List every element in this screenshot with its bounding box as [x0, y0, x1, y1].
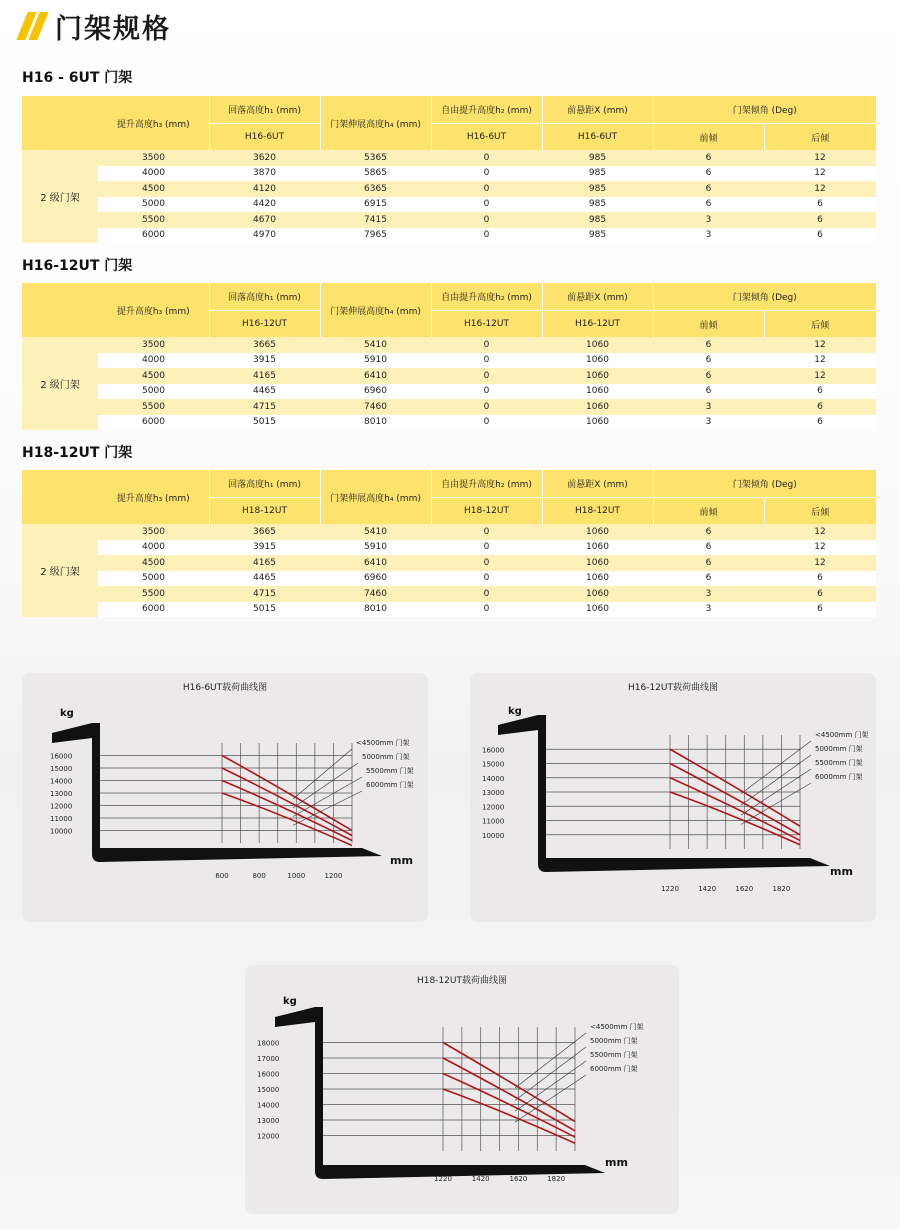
header-lift-height: 提升高度h₃ (mm) [98, 470, 209, 524]
load-curve [670, 792, 800, 845]
table-cell: 5865 [320, 166, 431, 182]
fork-axis-shape [498, 715, 830, 872]
y-tick-label: 14000 [50, 777, 73, 786]
y-tick-label: 11000 [50, 815, 73, 823]
subheader-forward-tilt: 前倾 [653, 311, 764, 338]
table-cell: 5410 [320, 524, 431, 540]
x-tick-label: 1620 [509, 1175, 528, 1183]
table-cell: 0 [431, 540, 542, 556]
header-mast-tilt: 门架倾角 (Deg) [653, 96, 876, 124]
y-tick-label: 15000 [257, 1086, 280, 1094]
corner-cell [22, 283, 98, 337]
y-axis-unit: kg [283, 996, 297, 1007]
table-cell: 6 [653, 181, 764, 197]
x-tick-label: 1000 [287, 872, 306, 880]
corner-cell [22, 470, 98, 524]
table-row [22, 524, 876, 540]
mast-spec-table [22, 283, 876, 430]
table-cell: 7460 [320, 586, 431, 602]
annotation-leader [741, 783, 811, 824]
subheader-backward-tilt: 后倾 [764, 311, 876, 338]
chart-panel-h18-12ut [245, 965, 679, 1214]
table-cell: 6 [653, 571, 764, 587]
header-free-lift: 自由提升高度h₂ (mm) [431, 96, 542, 124]
table-row [22, 181, 876, 197]
x-axis-unit: mm [390, 854, 413, 867]
table-cell: 0 [431, 181, 542, 197]
table-cell: 985 [542, 166, 653, 182]
table-cell: 4465 [209, 571, 320, 587]
mast-type-cell: 2 级门架 [22, 337, 98, 430]
table-cell: 5500 [98, 212, 209, 228]
table-row [22, 586, 876, 602]
table-cell: 0 [431, 524, 542, 540]
x-tick-label: 1420 [698, 885, 717, 893]
subheader-model: H16-12UT [209, 311, 320, 338]
page-title: 门架规格 [55, 13, 171, 45]
table-cell: 3915 [209, 353, 320, 369]
table-cell: 0 [431, 571, 542, 587]
table-row [22, 150, 876, 166]
table-cell: 6000 [98, 228, 209, 244]
subheader-forward-tilt: 前倾 [653, 498, 764, 525]
y-tick-label: 15000 [482, 760, 505, 769]
table-cell: 6365 [320, 181, 431, 197]
table-cell: 6410 [320, 368, 431, 384]
table-cell: 0 [431, 384, 542, 400]
x-tick-label: 800 [252, 872, 266, 880]
annotation-leader [293, 763, 358, 808]
table-cell: 1060 [542, 555, 653, 571]
y-tick-label: 17000 [257, 1055, 280, 1063]
table-cell: 6 [653, 540, 764, 556]
header-mast-tilt: 门架倾角 (Deg) [653, 470, 876, 498]
table-title: H16-12UT 门架 [22, 258, 133, 274]
table-cell: 7965 [320, 228, 431, 244]
x-tick-label: 1200 [324, 872, 343, 880]
table-cell: 985 [542, 197, 653, 213]
table-cell: 4670 [209, 212, 320, 228]
table-cell: 12 [764, 555, 876, 571]
y-tick-label: 13000 [257, 1117, 280, 1125]
table-row [22, 602, 876, 618]
subheader-forward-tilt: 前倾 [653, 124, 764, 151]
table-cell: 1060 [542, 399, 653, 415]
table-cell: 6960 [320, 571, 431, 587]
table-cell: 6915 [320, 197, 431, 213]
table-row [22, 337, 876, 353]
table-cell: 3500 [98, 337, 209, 353]
chart-panel-h16-6ut [22, 673, 428, 922]
table-cell: 985 [542, 150, 653, 166]
table-cell: 5015 [209, 602, 320, 618]
chart-title: H16-12UT载荷曲线图 [627, 683, 719, 693]
table-cell: 4165 [209, 368, 320, 384]
header-mast-tilt: 门架倾角 (Deg) [653, 283, 876, 311]
table-cell: 6410 [320, 555, 431, 571]
table-cell: 6 [653, 368, 764, 384]
y-tick-label: 15000 [50, 765, 73, 773]
table-cell: 0 [431, 337, 542, 353]
table-cell: 3620 [209, 150, 320, 166]
series-label: 5000mm 门架 [362, 753, 410, 761]
subheader-model: H18-12UT [431, 498, 542, 525]
load-curve [222, 781, 352, 841]
table-cell: 5015 [209, 415, 320, 431]
table-row [22, 212, 876, 228]
y-tick-label: 13000 [482, 789, 505, 797]
header-lowered-height: 回落高度h₁ (mm) [209, 470, 320, 498]
table-row [22, 228, 876, 244]
table-cell: 1060 [542, 586, 653, 602]
table-cell: 12 [764, 353, 876, 369]
header-front-overhang: 前悬距X (mm) [542, 96, 653, 124]
table-cell: 4500 [98, 181, 209, 197]
table-cell: 6 [653, 166, 764, 182]
table-cell: 7460 [320, 399, 431, 415]
subheader-model: H16-12UT [542, 311, 653, 338]
table-cell: 6 [653, 524, 764, 540]
table-cell: 6 [764, 197, 876, 213]
table-cell: 5500 [98, 399, 209, 415]
series-label: 6000mm 门架 [590, 1065, 638, 1073]
table-cell: 1060 [542, 540, 653, 556]
table-cell: 4500 [98, 555, 209, 571]
table-row [22, 197, 876, 213]
table-cell: 1060 [542, 571, 653, 587]
series-label: <4500mm 门架 [815, 731, 869, 739]
table-cell: 6000 [98, 415, 209, 431]
table-cell: 1060 [542, 415, 653, 431]
series-label: 5500mm 门架 [366, 767, 414, 775]
table-row [22, 540, 876, 556]
table-cell: 0 [431, 586, 542, 602]
table-title: H18-12UT 门架 [22, 445, 133, 461]
x-tick-label: 1220 [661, 885, 679, 893]
table-cell: 4970 [209, 228, 320, 244]
table-cell: 6 [764, 212, 876, 228]
table-cell: 6 [764, 228, 876, 244]
table-title: H16 - 6UT 门架 [22, 70, 133, 86]
y-tick-label: 13000 [50, 790, 73, 798]
table-cell: 6 [653, 150, 764, 166]
table-row [22, 368, 876, 384]
table-cell: 6 [653, 555, 764, 571]
subheader-backward-tilt: 后倾 [764, 498, 876, 525]
header-lowered-height: 回落高度h₁ (mm) [209, 96, 320, 124]
table-cell: 3 [653, 586, 764, 602]
series-label: 5000mm 门架 [590, 1037, 638, 1045]
table-row [22, 384, 876, 400]
subheader-model: H16-6UT [431, 124, 542, 151]
y-tick-label: 18000 [257, 1039, 280, 1048]
table-cell: 6 [764, 384, 876, 400]
chart-title: H18-12UT载荷曲线图 [416, 976, 508, 986]
table-cell: 12 [764, 337, 876, 353]
x-axis-unit: mm [830, 865, 853, 878]
table-cell: 6 [764, 571, 876, 587]
header-lift-height: 提升高度h₃ (mm) [98, 283, 209, 337]
y-tick-label: 12000 [50, 802, 73, 811]
brand-stripes-icon [22, 12, 43, 40]
header-lift-height: 提升高度h₃ (mm) [98, 96, 209, 150]
table-cell: 4465 [209, 384, 320, 400]
table-cell: 0 [431, 228, 542, 244]
table-cell: 6 [653, 197, 764, 213]
table-cell: 7415 [320, 212, 431, 228]
y-tick-label: 16000 [50, 752, 73, 761]
y-tick-label: 10000 [482, 831, 505, 840]
mast-spec-table [22, 96, 876, 243]
header-front-overhang: 前悬距X (mm) [542, 470, 653, 498]
table-cell: 6 [653, 337, 764, 353]
table-cell: 12 [764, 524, 876, 540]
table-cell: 0 [431, 368, 542, 384]
table-cell: 6 [764, 602, 876, 618]
table-cell: 3 [653, 399, 764, 415]
table-cell: 3665 [209, 524, 320, 540]
table-cell: 3 [653, 415, 764, 431]
y-tick-label: 12000 [257, 1132, 280, 1141]
table-row [22, 415, 876, 431]
table-cell: 5500 [98, 586, 209, 602]
table-cell: 3 [653, 228, 764, 244]
table-cell: 1060 [542, 524, 653, 540]
x-tick-label: 1220 [434, 1175, 452, 1183]
table-cell: 0 [431, 197, 542, 213]
subheader-model: H16-12UT [431, 311, 542, 338]
subheader-model: H16-6UT [209, 124, 320, 151]
table-cell: 6 [653, 353, 764, 369]
table-cell: 5910 [320, 353, 431, 369]
table-cell: 3 [653, 602, 764, 618]
header-extended-height: 门架伸展高度h₄ (mm) [320, 96, 431, 150]
y-tick-label: 16000 [482, 746, 505, 755]
table-cell: 0 [431, 415, 542, 431]
table-cell: 0 [431, 399, 542, 415]
header-front-overhang: 前悬距X (mm) [542, 283, 653, 311]
y-axis-unit: kg [60, 708, 74, 719]
y-tick-label: 14000 [482, 774, 505, 783]
table-cell: 12 [764, 150, 876, 166]
table-cell: 4715 [209, 586, 320, 602]
table-cell: 6960 [320, 384, 431, 400]
table-cell: 6 [764, 415, 876, 431]
subheader-model: H18-12UT [542, 498, 653, 525]
header-extended-height: 门架伸展高度h₄ (mm) [320, 283, 431, 337]
table-cell: 8010 [320, 602, 431, 618]
series-label: 6000mm 门架 [815, 773, 863, 781]
table-cell: 12 [764, 368, 876, 384]
table-cell: 1060 [542, 368, 653, 384]
x-tick-label: 600 [215, 872, 229, 880]
table-row [22, 353, 876, 369]
series-label: <4500mm 门架 [356, 739, 410, 747]
load-chart-h18-12ut [245, 965, 679, 1214]
table-cell: 4715 [209, 399, 320, 415]
x-tick-label: 1620 [735, 885, 754, 893]
table-cell: 4420 [209, 197, 320, 213]
table-cell: 0 [431, 353, 542, 369]
x-tick-label: 1820 [772, 885, 791, 893]
subheader-backward-tilt: 后倾 [764, 124, 876, 151]
table-cell: 5365 [320, 150, 431, 166]
table-cell: 5000 [98, 384, 209, 400]
chart-title: H16-6UT载荷曲线图 [182, 683, 268, 693]
table-row [22, 399, 876, 415]
load-curve [670, 749, 800, 826]
series-label: 6000mm 门架 [366, 781, 414, 789]
corner-cell [22, 96, 98, 150]
annotation-leader [293, 749, 352, 799]
table-cell: 5410 [320, 337, 431, 353]
mast-type-cell: 2 级门架 [22, 150, 98, 243]
x-tick-label: 1820 [547, 1175, 566, 1183]
load-curve [443, 1089, 575, 1143]
table-cell: 1060 [542, 602, 653, 618]
fork-axis-shape [52, 723, 382, 862]
annotation-leader [741, 755, 811, 805]
table-cell: 3500 [98, 524, 209, 540]
table-cell: 3665 [209, 337, 320, 353]
table-cell: 6 [764, 586, 876, 602]
table-cell: 4000 [98, 540, 209, 556]
table-cell: 0 [431, 166, 542, 182]
table-cell: 3915 [209, 540, 320, 556]
load-chart-h16-12ut [470, 673, 876, 922]
table-cell: 5000 [98, 197, 209, 213]
table-cell: 3870 [209, 166, 320, 182]
table-cell: 12 [764, 540, 876, 556]
table-cell: 0 [431, 602, 542, 618]
table-cell: 0 [431, 555, 542, 571]
table-cell: 4120 [209, 181, 320, 197]
table-cell: 4000 [98, 166, 209, 182]
table-cell: 3500 [98, 150, 209, 166]
table-cell: 985 [542, 212, 653, 228]
table-cell: 0 [431, 150, 542, 166]
x-tick-label: 1420 [471, 1175, 490, 1183]
table-cell: 12 [764, 166, 876, 182]
table-cell: 5000 [98, 571, 209, 587]
series-label: 5500mm 门架 [590, 1051, 638, 1059]
table-cell: 4165 [209, 555, 320, 571]
table-cell: 0 [431, 212, 542, 228]
mast-spec-table [22, 470, 876, 617]
fork-axis-shape [275, 1007, 605, 1179]
y-tick-label: 12000 [482, 803, 505, 812]
table-cell: 6 [653, 384, 764, 400]
chart-panel-h16-12ut [470, 673, 876, 922]
header-extended-height: 门架伸展高度h₄ (mm) [320, 470, 431, 524]
table-cell: 1060 [542, 384, 653, 400]
table-cell: 1060 [542, 353, 653, 369]
table-row [22, 166, 876, 182]
y-axis-unit: kg [508, 706, 522, 717]
table-cell: 4500 [98, 368, 209, 384]
y-tick-label: 16000 [257, 1070, 280, 1079]
header-lowered-height: 回落高度h₁ (mm) [209, 283, 320, 311]
table-cell: 4000 [98, 353, 209, 369]
page-header [22, 8, 171, 44]
load-chart-h16-6ut [22, 673, 428, 922]
table-cell: 5910 [320, 540, 431, 556]
table-cell: 1060 [542, 337, 653, 353]
series-label: 5500mm 门架 [815, 759, 863, 767]
table-row [22, 571, 876, 587]
series-label: <4500mm 门架 [590, 1023, 644, 1031]
table-cell: 6 [764, 399, 876, 415]
subheader-model: H18-12UT [209, 498, 320, 525]
header-free-lift: 自由提升高度h₂ (mm) [431, 283, 542, 311]
header-free-lift: 自由提升高度h₂ (mm) [431, 470, 542, 498]
table-cell: 985 [542, 228, 653, 244]
y-tick-label: 14000 [257, 1101, 280, 1110]
table-row [22, 555, 876, 571]
table-cell: 6000 [98, 602, 209, 618]
table-cell: 8010 [320, 415, 431, 431]
table-cell: 12 [764, 181, 876, 197]
mast-type-cell: 2 级门架 [22, 524, 98, 617]
y-tick-label: 11000 [482, 817, 505, 826]
table-cell: 3 [653, 212, 764, 228]
load-curve [222, 768, 352, 836]
x-axis-unit: mm [605, 1156, 628, 1169]
series-label: 5000mm 门架 [815, 745, 863, 753]
table-cell: 985 [542, 181, 653, 197]
y-tick-label: 10000 [50, 827, 73, 836]
subheader-model: H16-6UT [542, 124, 653, 151]
